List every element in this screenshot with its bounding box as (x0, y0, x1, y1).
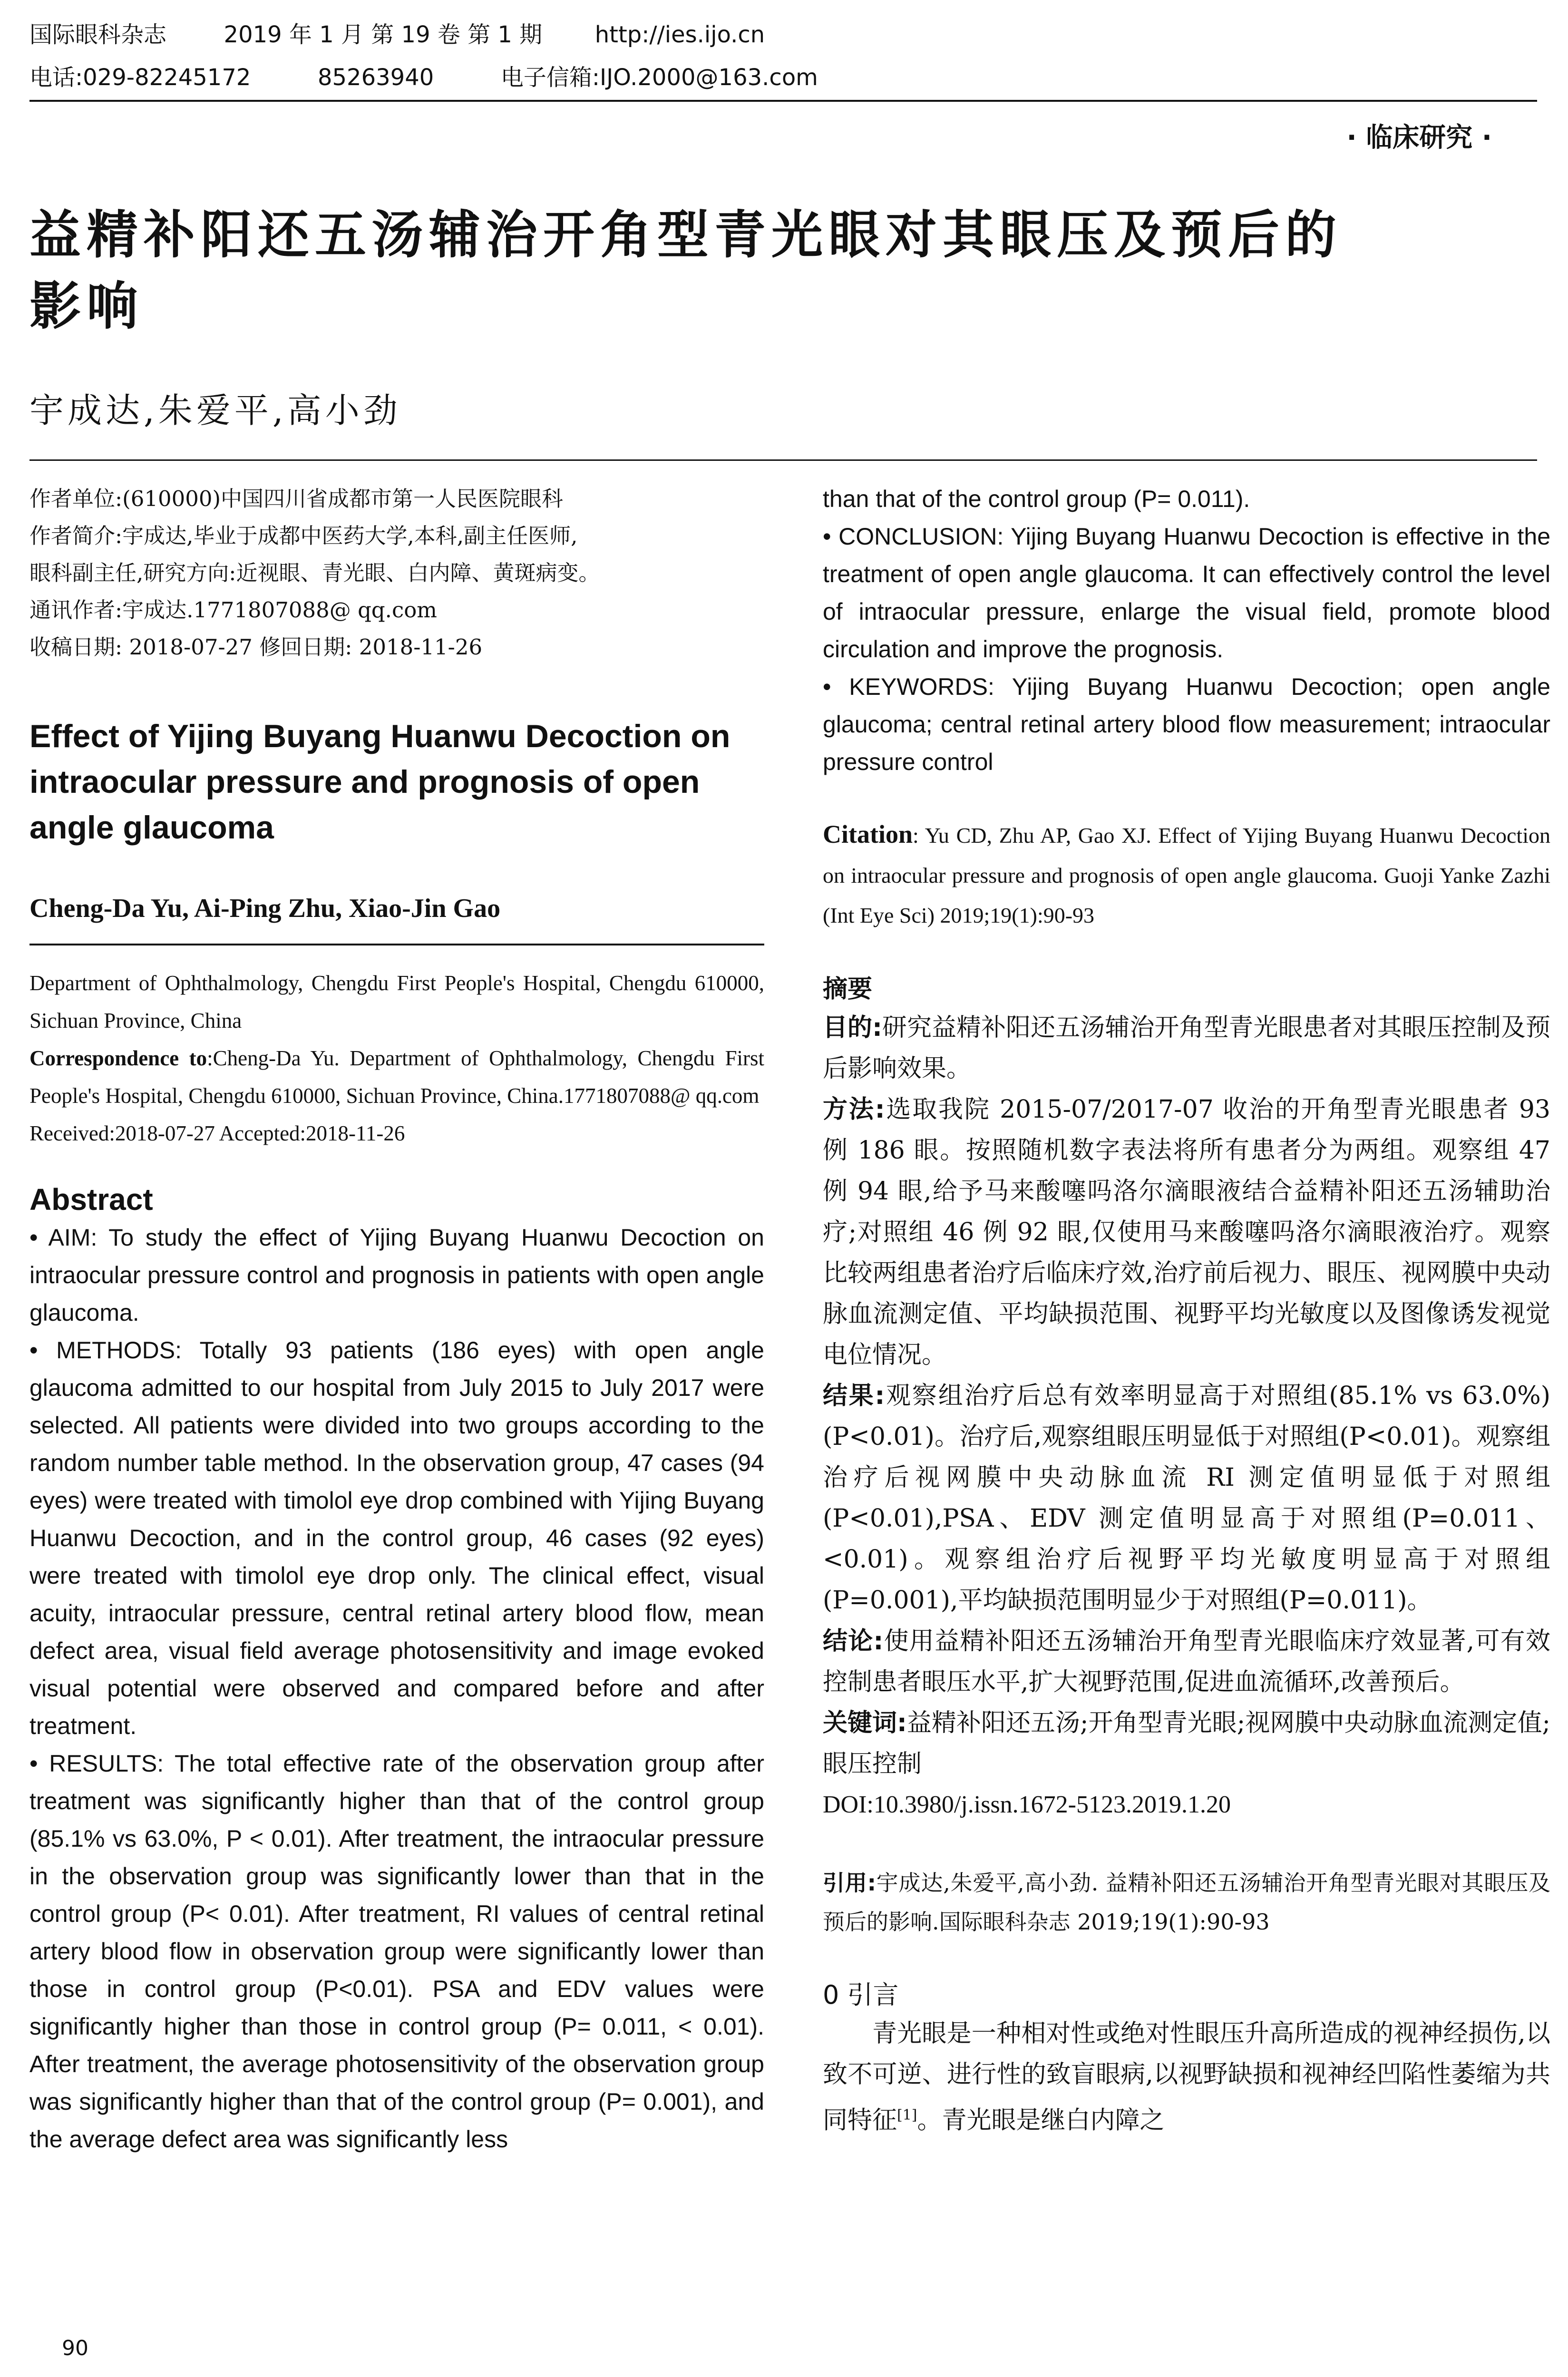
corresponding-author: 通讯作者:宇成达.1771807088@ qq.com (29, 597, 437, 623)
cn-aim-label: 目的: (823, 1013, 882, 1042)
cn-keywords-text: 益精补阳还五汤;开角型青光眼;视网膜中央动脉血流测定值;眼压控制 (823, 1709, 1550, 1778)
issue-info: 2019 年 1 月 第 19 卷 第 1 期 (224, 21, 543, 48)
cn-citation-label: 引用: (823, 1870, 876, 1896)
cn-aim (823, 1007, 1550, 1089)
page-number: 90 (62, 2336, 88, 2360)
title-rule (29, 459, 1537, 461)
right-column (823, 480, 1550, 2141)
affiliation: Department of Ophthalmology, Chengdu First People's Hospital, Chengdu 610000, Sichuan Province, China (29, 971, 764, 1033)
abstract-keywords: • KEYWORDS: Yijing Buyang Huanwu Decoction; open angle glaucoma; central retinal artery blood flow measurement; intraocular pressure control (823, 673, 1550, 775)
cn-abstract-heading: 摘要 (823, 975, 873, 1003)
cn-conclusion (823, 1621, 1550, 1703)
cn-results-label: 结果: (823, 1382, 885, 1410)
header-rule (29, 100, 1537, 102)
doi[interactable]: DOI:10.3980/j.issn.1672-5123.2019.1.20 (823, 1791, 1231, 1818)
intro-heading: 0 引言 (823, 1980, 899, 2010)
cn-results (823, 1375, 1550, 1621)
cn-results-text: 观察组治疗后总有效率明显高于对照组(85.1% vs 63.0%)(P<0.01)。治疗后,观察组眼压明显低于对照组(P<0.01)。观察组治疗后视网膜中央动脉血流 RI 测定值明显低于对照组(P<0.01),PSA、EDV 测定值明显高于对照组(P=0.011、<0.01)。观察组治疗后视野平均光敏度明显高于对照组(P=0.001),平均缺损范围明显少于对照组(P=0.011)。 (823, 1382, 1550, 1615)
journal-email[interactable]: 电子信箱:IJO.2000@163.com (500, 64, 818, 91)
author-bio-line2: 眼科副主任,研究方向:近视眼、青光眼、白内障、黄斑病变。 (29, 560, 600, 585)
journal-name: 国际眼科杂志 (29, 21, 167, 48)
abstract-results: • RESULTS: The total effective rate of the observation group after treatment was significantly higher than that of the control group (85.1% vs 63.0%, P < 0.01). After treatment, the intraocular pressure in the observation group was significantly lower than that in the control group (P< 0.01). After treatment, RI values of central retinal artery blood flow in observation group were significantly lower than those in control group (P<0.01). PSA and EDV values were significantly higher than those in control group (P= 0.011, < 0.01). After treatment, the average photosensitivity of the observation group was significantly higher than that of the control group (P= 0.001), and the average defect area was significantly less (29, 1750, 764, 2153)
correspondence (29, 1040, 764, 1115)
abstract-heading: Abstract (29, 1182, 153, 1217)
authors-rule (29, 944, 764, 945)
cn-keywords (823, 1703, 1550, 1784)
abstract-aim: • AIM: To study the effect of Yijing Buyang Huanwu Decoction on intraocular pressure control and prognosis in patients with open angle glaucoma. (29, 1224, 764, 1326)
intro-text: 青光眼是一种相对性或绝对性眼压升高所造成的视神经损伤,以致不可逆、进行性的致盲眼病,以视野缺损和视神经凹陷性萎缩为共同特征 (823, 2019, 1550, 2135)
english-title: Effect of Yijing Buyang Huanwu Decoction on intraocular pressure and prognosis of open angle glaucoma (29, 718, 730, 846)
journal-phone-2: 85263940 (317, 64, 434, 91)
intro-text-2: 。青光眼是继白内障之 (917, 2106, 1165, 2135)
correspondence-text: :Cheng-Da Yu. Department of Ophthalmology, Chengdu First People's Hospital, Chengdu 610000, Sichuan Province, China.1771807088@ qq.com (29, 1046, 764, 1108)
abstract-results-continued: than that of the control group (P= 0.011). (823, 486, 1250, 512)
correspondence-label: Correspondence to (29, 1046, 207, 1070)
journal-website[interactable]: http://ies.ijo.cn (594, 21, 765, 48)
cn-methods-text: 选取我院 2015-07/2017-07 收治的开角型青光眼患者 93 例 186 眼。按照随机数字表法将所有患者分为两组。观察组 47 例 94 眼,给予马来酸噻吗洛尔滴眼液结合益精补阳还五汤辅助治疗;对照组 46 例 92 眼,仅使用马来酸噻吗洛尔滴眼液治疗。观察比较两组患者治疗后临床疗效,治疗前后视力、眼压、视网膜中央动脉血流测定值、平均缺损范围、视野平均光敏度以及图像诱发视觉电位情况。 (823, 1095, 1550, 1369)
journal-phone: 电话:029-82245172 (29, 64, 251, 91)
cn-conclusion-text: 使用益精补阳还五汤辅治开角型青光眼临床疗效显著,可有效控制患者眼压水平,扩大视野范围,促进血流循环,改善预后。 (823, 1627, 1551, 1696)
cn-conclusion-label: 结论: (823, 1627, 884, 1656)
title-cn-line2: 影响 (29, 277, 144, 336)
cn-methods (823, 1089, 1550, 1375)
cn-aim-text: 研究益精补阳还五汤辅治开角型青光眼患者对其眼压控制及预后影响效果。 (823, 1013, 1550, 1083)
abstract-conclusion: • CONCLUSION: Yijing Buyang Huanwu Decoction is effective in the treatment of open angle glaucoma. It can effectively control the level of intraocular pressure, enlarge the visual field, promote blood circulation and improve the prognosis. (823, 523, 1550, 662)
cn-citation-text: 宇成达,朱爱平,高小劲. 益精补阳还五汤辅治开角型青光眼对其眼压及预后的影响.国际眼科杂志 2019;19(1):90-93 (823, 1870, 1550, 1935)
authors-cn: 宇成达,朱爱平,高小劲 (29, 390, 401, 430)
cn-methods-label: 方法: (823, 1095, 885, 1124)
author-unit: 作者单位:(610000)中国四川省成都市第一人民医院眼科 (29, 486, 564, 511)
citation-text: : Yu CD, Zhu AP, Gao XJ. Effect of Yijing Buyang Huanwu Decoction on intraocular pressure and prognosis of open angle glaucoma. Guoji Yanke Zazhi (Int Eye Sci) 2019;19(1):90-93 (823, 823, 1550, 927)
citation-label: Citation (823, 820, 913, 848)
author-bio-line1: 作者简介:宇成达,毕业于成都中医药大学,本科,副主任医师, (29, 523, 578, 548)
section-label: · 临床研究 · (1346, 122, 1492, 153)
cn-keywords-label: 关键词: (823, 1709, 907, 1737)
title-cn-line1: 益精补阳还五汤辅治开角型青光眼对其眼压及预后的 (29, 205, 1343, 265)
abstract-methods: • METHODS: Totally 93 patients (186 eyes) with open angle glaucoma admitted to our hospital from July 2015 to July 2017 were selected. All patients were divided into two groups according to the random number table method. In the observation group, 47 cases (94 eyes) were treated with timolol eye drop combined with Yijing Buyang Huanwu Decoction, and in the control group, 46 cases (92 eyes) were treated with timolol eye drop only. The clinical effect, visual acuity, intraocular pressure, central retinal artery blood flow, mean defect area, visual field average photosensitivity and image evoked visual potential were observed and compared before and after treatment. (29, 1337, 764, 1739)
english-authors: Cheng-Da Yu, Ai-Ping Zhu, Xiao-Jin Gao (29, 894, 501, 923)
intro-reference[interactable]: [1] (897, 2107, 917, 2124)
received-dates-cn: 收稿日期: 2018-07-27 修回日期: 2018-11-26 (29, 634, 483, 660)
received-accepted: Received:2018-07-27 Accepted:2018-11-26 (29, 1121, 405, 1145)
left-column (29, 480, 764, 2158)
